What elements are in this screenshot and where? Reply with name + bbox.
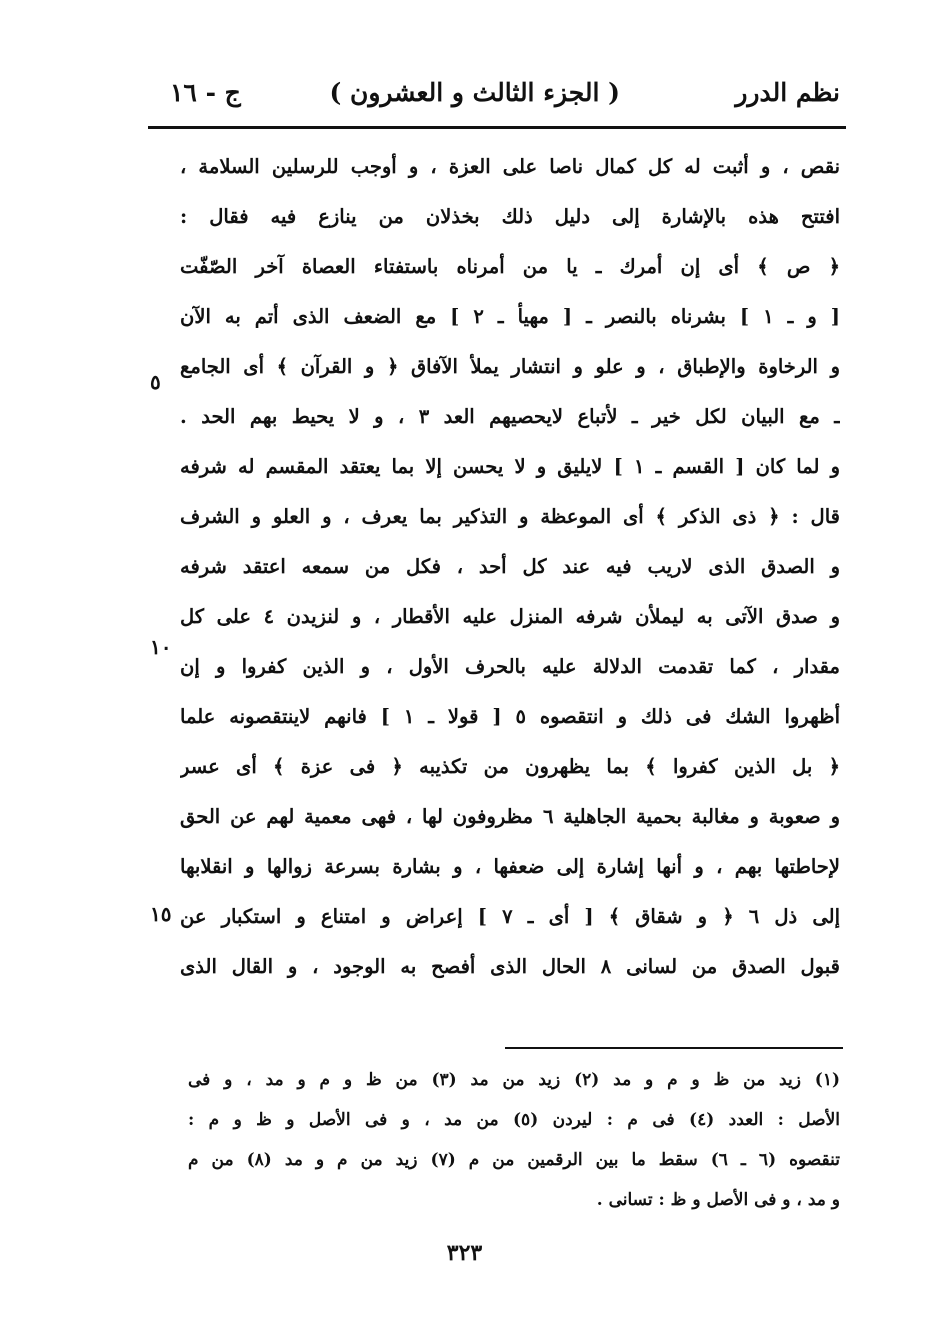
text-line: و لما كان [ القسم ـ ١ ] لايليق و لا يحسن إلا بما يعتقد المقسم له شرفه [180, 455, 840, 478]
text-line: ـ مع البيان لكل خير ـ لأتباع لايحصيهم العد ٣ ، و لا يحيط بهم الحد . [180, 405, 840, 428]
footnote-rule [505, 1047, 843, 1049]
text-line: افتتح هذه بالإشارة إلى دليل ذلك بخذلان من ينازع فيه فقال : [180, 205, 840, 228]
text-line: لإحاطتها بهم ، و أنها إشارة إلى ضعفها ، و بشارة بسرعة زوالها و انقلابها [180, 855, 840, 878]
footnote-line: الأصل : العدد (٤) فى م : ليردن (٥) من مد ، و فى الأصل و ظ و م : [188, 1110, 840, 1130]
footnotes [188, 1060, 840, 1220]
footnote-line: و مد ، و فى الأصل و ظ : تسانى . [596, 1190, 840, 1210]
footnote-line: تنقصوه (٦ ـ ٦) سقط ما بين الرقمين من م (٧) زيد من م و مد (٨) من م [188, 1150, 840, 1170]
text-line: ﴿ بل الذين كفروا ﴾ بما يظهرون من تكذيبه ﴿ فى عزة ﴾ أى عسر [180, 755, 840, 778]
text-line: و صعوبة و مغالبة بحمية الجاهلية ٦ مظروفون لها ، فهى معمية لهم عن الحق [180, 805, 840, 828]
volume-number: ج - ١٦ [170, 78, 241, 107]
text-line: مقدار ، كما تقدمت الدلالة عليه بالحرف الأول ، و الذين كفروا و إن [180, 655, 840, 678]
line-number-15: ١٥ [150, 902, 172, 926]
header-rule [148, 126, 846, 129]
running-header [150, 70, 840, 118]
main-text [180, 142, 840, 992]
text-line: ﴿ ص ﴾ أى إن أمرك ـ يا من أمرناه باستفتاء العصاة آخر الصّفّت [180, 255, 840, 278]
text-line: [ و ـ ١ ] بشرناه بالنصر ـ [ مهيأ ـ ٢ ] مع الضعف الذى أتم به الآن [180, 305, 840, 328]
text-line: و الرخاوة والإطباق ، و علو و انتشار يملأ الآفاق ﴿ و القرآن ﴾ أى الجامع [180, 355, 840, 378]
line-number-5: ٥ [150, 370, 161, 394]
text-line: إلى ذل ٦ ﴿ و شقاق ﴾ [ أى ـ ٧ ] إعراض و امتناع و استكبار عن [180, 905, 840, 928]
text-line: أظهروا الشك فى ذلك و انتقصوه ٥ [ قولا ـ ١ ] فانهم لاينتقصونه علما [180, 705, 840, 728]
part-title: ( الجزء الثالث و العشرون ) [329, 78, 620, 107]
text-line: و الصدق الذى لاريب فيه عند كل أحد ، فكل من سمعه اعتقد شرفه [180, 555, 840, 578]
text-line: نقص ، و أثبت له كل كمال ناصا على العزة ، و أوجب للرسلين السلامة ، [180, 155, 840, 178]
book-title: نظم الدرر [735, 78, 840, 107]
text-line: قبول الصدق من لسانى ٨ الحال الذى أفصح به الوجود ، و القال الذى [180, 955, 840, 978]
text-line: قال : ﴿ ذى الذكر ﴾ أى الموعظة و التذكير بما يعرف ، و العلو و الشرف [180, 505, 840, 528]
footnote-line: (١) زيد من ظ و م و مد (٢) زيد من مد (٣) من ظ و م و مد ، و فى [188, 1070, 840, 1090]
page-number: ٣٢٣ [446, 1240, 483, 1266]
line-number-10: ١٠ [150, 635, 172, 659]
text-line: و صدق الآتى به ليملأن شرفه المنزل عليه الأقطار ، و لنزيدن ٤ على كل [180, 605, 840, 628]
